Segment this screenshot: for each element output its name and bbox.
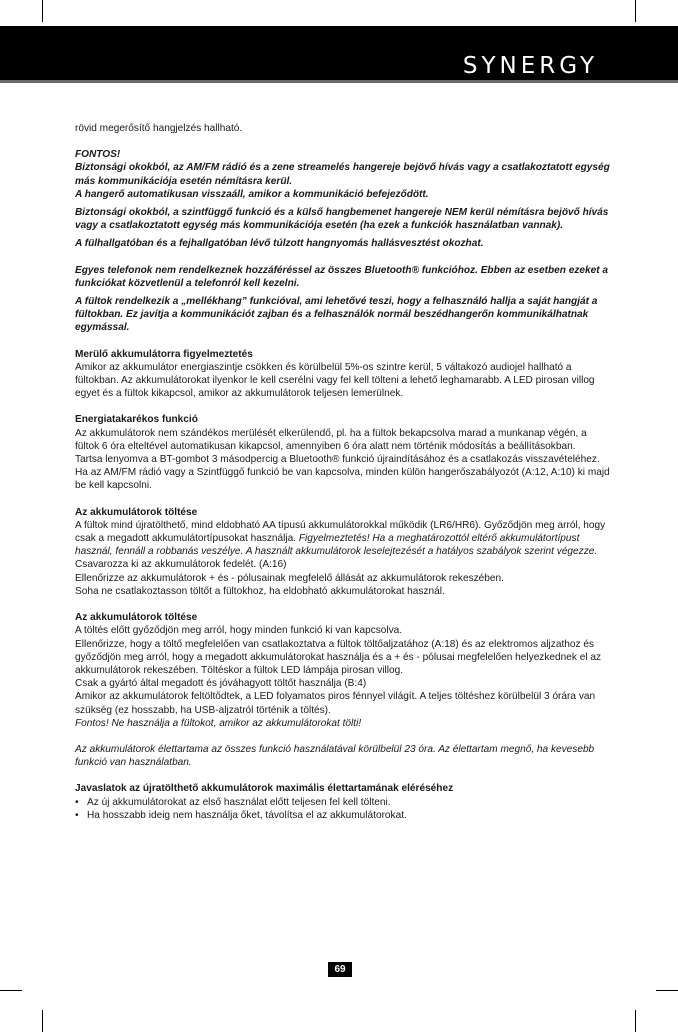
charging-step-4: Amikor az akkumulátorok feltöltődtek, a LED folyamatos piros fénnyel világít. A teljes töltéshez körülbelül 3 órára van szükség (ez hosszabb, ha USB-aljzatról történik a töltés). bbox=[75, 691, 596, 716]
charging-step-2: Ellenőrizze, hogy a töltő megfelelően van csatlakoztatva a fültok töltőaljzatához (A:18) és az elektromos aljzathoz és győződjön meg arról, hogy a megadott akkumulátorokat használja és a + és - pólusai megfelelően helyezkednek el az akkumulátorok rekeszében. Töltéskor a fültok LED lámpája pirosan villog. bbox=[75, 638, 602, 676]
warning-hearing: A fülhallgatóban és a fejhallgatóban lévő túlzott hangnyomás hallásvesztést okozhat. bbox=[75, 238, 484, 250]
manual-content bbox=[75, 122, 610, 822]
battery-charger-warning: Soha ne csatlakoztasson töltőt a fültokhoz, ha eldobható akkumulátorokat használ. bbox=[75, 585, 445, 597]
header-band bbox=[0, 26, 678, 83]
battery-warning-text: Amikor az akkumulátor energiaszintje csökken és körülbelül 5%-os szintre kerül, 5 váltakozó audiojel hallható a fültokban. Az akkumulátorokat ilyenkor le kell cserélni vagy fel kell tölteni a lehető leghamarabb. A LED pirosan villog egyet és a fültok kikapcsol, amikor az akkumulátorok teljesen lemerülnek. bbox=[75, 361, 595, 400]
battery-types-text bbox=[75, 519, 610, 559]
intro-text: rövid megerősítő hangjelzés hallható. bbox=[75, 123, 243, 134]
crop-mark bbox=[656, 990, 678, 991]
warning-level-dependent: Biztonsági okokból, a szintfüggő funkció és a külső hangbemenet hangereje NEM kerül némításra bejövő hívás vagy a csatlakoztatott egység más kommunikációja esetén (ha ezek a funkciók használatban vannak). bbox=[75, 207, 609, 232]
energy-saving-text-1: Az akkumulátorok nem szándékos merülését elkerülendő, pl. ha a fültok bekapcsolva marad a munkanap végén, a fültok 6 óra elteltével automatikusan kikapcsol, amennyiben 6 óra alatt nem történik módosítás a beállításokban. bbox=[75, 427, 587, 452]
note-bluetooth-phones: Egyes telefonok nem rendelkeznek hozzáféréssel az összes Bluetooth® funkcióhoz. Ebben az esetben ezeket a funkciókat közvetlenül a telefonról kell kezelni. bbox=[75, 264, 609, 289]
crop-mark bbox=[0, 990, 22, 991]
crop-mark bbox=[42, 1010, 43, 1032]
fontos-line2: A hangerő automatikusan visszaáll, amikor a kommunikáció befejeződött. bbox=[75, 188, 429, 200]
energy-saving-text-2: Tartsa lenyomva a BT-gombot 3 másodpercig a Bluetooth® funkció újraindításához és a csatlakozás visszavételéhez. bbox=[75, 454, 600, 466]
tips-list bbox=[75, 796, 610, 822]
battery-types-plain: A fültok mind újratölthető, mind eldobható AA típusú akkumulátorokkal működik (LR6/HR6). Győződjön meg arról, hogy csak a megadott akkumulátortípusokat használja. bbox=[75, 519, 606, 545]
list-item: • Ha hosszabb ideig nem használja őket, távolítsa el az akkumulátorokat. bbox=[75, 809, 610, 822]
battery-explosion-warning: Figyelmeztetés! Ha a meghatározottól eltérő akkumulátortípust használ, fennáll a robbanás veszélye. A használt akkumulátorok leselejtezését a hatályos szabályok szerint végezze. bbox=[75, 533, 598, 558]
charging-important-note: Fontos! Ne használja a fültokot, amikor az akkumulátorokat tölti! bbox=[75, 717, 362, 729]
page-number: 69 bbox=[328, 962, 352, 977]
note-sidetone: A fültok rendelkezik a „mellékhang” funkcióval, ami lehetővé teszi, hogy a felhasználó hallja a saját hangját a fültokban. Ez javítja a kommunikációt zajban és a felhasználók normál beszédhangerőn kommunikálhatnak egymással. bbox=[75, 296, 598, 334]
section-title-tips: Javaslatok az újratölthető akkumulátorok maximális élettartamának eléréséhez bbox=[75, 783, 454, 795]
charging-step-3: Csak a gyártó által megadott és jóváhagyott töltőt használja (B:4) bbox=[75, 678, 367, 690]
header-divider bbox=[0, 80, 678, 83]
crop-mark bbox=[635, 1010, 636, 1032]
battery-cover-step: Csavarozza ki az akkumulátorok fedelét. (A:16) bbox=[75, 559, 287, 571]
section-title-battery-charging-1: Az akkumulátorok töltése bbox=[75, 506, 198, 518]
brand-logo: SYNERGY bbox=[462, 53, 598, 79]
crop-mark bbox=[635, 0, 636, 22]
battery-polarity-step: Ellenőrizze az akkumulátorok + és - pólusainak megfelelő állását az akkumulátorok rekeszében. bbox=[75, 572, 504, 584]
list-item: • Az új akkumulátorokat az első használat előtt teljesen fel kell tölteni. bbox=[75, 796, 610, 809]
fontos-title: FONTOS! bbox=[75, 149, 121, 161]
charging-step-1: A töltés előtt győződjön meg arról, hogy minden funkció ki van kapcsolva. bbox=[75, 625, 403, 637]
section-title-battery-charging-2: Az akkumulátorok töltése bbox=[75, 612, 198, 624]
battery-life-note: Az akkumulátorok élettartama az összes funkció használatával körülbelül 23 óra. Az élettartam megnő, ha kevesebb funkció van használatban. bbox=[75, 743, 595, 769]
crop-mark bbox=[42, 0, 43, 22]
section-title-battery-warning: Merülő akkumulátorra figyelmeztetés bbox=[75, 348, 253, 360]
fontos-line1: Biztonsági okokból, az AM/FM rádió és a zene streamelés hangereje bejövő hívás vagy a csatlakoztatott egység más kommunikációja esetén némításra kerül. bbox=[75, 162, 610, 187]
section-title-energy-saving: Energiatakarékos funkció bbox=[75, 414, 198, 426]
energy-saving-text-3: Ha az AM/FM rádió vagy a Szintfüggő funkció be van kapcsolva, minden külön hangerőszabályozót (A:12, A:10) ki majd be kell kapcsolni. bbox=[75, 467, 610, 492]
